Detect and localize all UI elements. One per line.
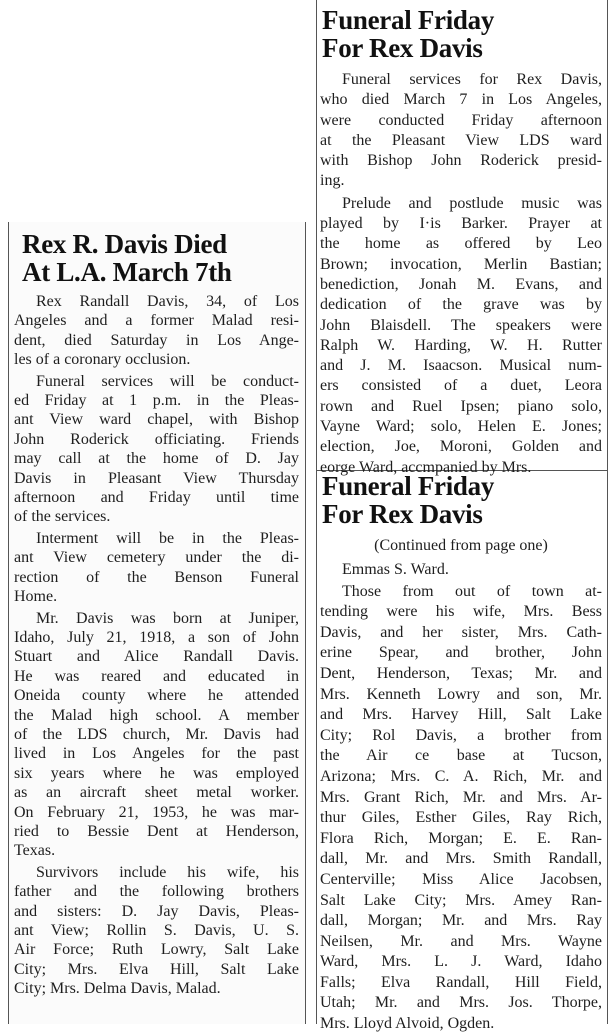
text-line: thur Giles, Esther Giles, Ray Rich, bbox=[320, 809, 602, 827]
text-line: may call at the home of D. Jay bbox=[14, 450, 299, 468]
text-line: ed Friday at 1 p.m. in the Pleas- bbox=[14, 392, 299, 410]
headline-line: At L.A. March 7th bbox=[22, 257, 232, 287]
text-line: Salt Lake City; Mrs. Amey Ran- bbox=[320, 891, 602, 909]
text-line: six years where he was employed bbox=[14, 764, 299, 782]
text-line: the Malad high school. A member bbox=[14, 706, 299, 724]
text-line: erine Spear, and brother, John bbox=[320, 644, 602, 662]
text-line: Those from out of town at- bbox=[342, 582, 602, 600]
text-line: played by I·is Barker. Prayer at bbox=[320, 215, 602, 233]
text-line: rown and Ruel Ipsen; piano solo, bbox=[320, 397, 602, 415]
text-line: dedication of the grave was by bbox=[320, 296, 602, 314]
text-line: He was reared and educated in bbox=[14, 667, 299, 685]
text-line: Home. bbox=[14, 588, 58, 606]
right-bottom-article-body bbox=[320, 560, 602, 1036]
text-line: Utah; Mr. and Mrs. Jos. Thorpe, bbox=[320, 994, 602, 1012]
paragraph bbox=[14, 372, 299, 527]
paragraph bbox=[14, 292, 299, 370]
text-line: Emmas S. Ward. bbox=[342, 561, 449, 578]
headline-line: For Rex Davis bbox=[322, 499, 483, 529]
headline-line: Funeral Friday bbox=[322, 471, 495, 501]
text-line: City; Mrs. Elva Hill, Salt Lake bbox=[14, 960, 299, 978]
text-line: On February 21, 1953, he was mar- bbox=[14, 803, 299, 821]
text-line: ers consisted of a duet, Leora bbox=[320, 377, 602, 395]
text-line: afternoon and Friday until time bbox=[14, 489, 299, 507]
text-line: Vayne Ward; solo, Helen E. Jones; bbox=[320, 418, 602, 436]
headline-line: Rex R. Davis Died bbox=[22, 229, 227, 259]
text-line: les of a coronary occlusion. bbox=[14, 351, 191, 369]
paragraph bbox=[320, 560, 602, 581]
text-line: City; Rol Davis, a brother from bbox=[320, 726, 602, 744]
text-line: Funeral services will be conduct- bbox=[36, 372, 299, 390]
text-line: Arizona; Mrs. C. A. Rich, Mr. and bbox=[320, 767, 602, 785]
text-line: father and the following brothers bbox=[14, 883, 299, 901]
text-line: Survivors include his wife, his bbox=[36, 863, 299, 881]
text-line: City; Mrs. Delma Davis, Malad. bbox=[14, 980, 221, 998]
text-line: at the Pleasant View LDS ward bbox=[320, 131, 602, 149]
text-line: Interment will be in the Pleas- bbox=[36, 529, 299, 547]
text-line: Funeral services for Rex Davis, bbox=[342, 71, 602, 88]
text-line: Dent, Henderson, Texas; Mr. and bbox=[320, 664, 602, 682]
text-line: of the services. bbox=[14, 508, 111, 526]
text-line: Idaho, July 21, 1918, a son of John bbox=[14, 628, 299, 646]
text-line: dent, died Saturday in Los Ange- bbox=[14, 331, 299, 349]
text-line: Davis in Pleasant View Thursday bbox=[14, 469, 299, 487]
text-line: Mrs. Lloyd Alvoid, Ogden. bbox=[320, 1015, 495, 1033]
left-headline bbox=[22, 230, 232, 286]
text-line: Texas. bbox=[14, 842, 56, 860]
paragraph bbox=[320, 70, 602, 192]
text-line: ried to Bessie Dent at Henderson, bbox=[14, 822, 299, 840]
text-line: eorge Ward, accmpanied by Mrs. bbox=[320, 458, 532, 476]
text-line: tending were his wife, Mrs. Bess bbox=[320, 603, 602, 621]
text-line: Oneida county where he attended bbox=[14, 687, 299, 705]
paragraph bbox=[320, 582, 602, 1035]
text-line: Air Force; Ruth Lowry, Salt Lake bbox=[14, 941, 299, 959]
text-line: Neilsen, Mr. and Mrs. Wayne bbox=[320, 932, 602, 950]
right-bottom-headline bbox=[322, 472, 494, 528]
right-clipping-border-right bbox=[607, 0, 608, 1024]
text-line: election, Joe, Moroni, Golden and bbox=[320, 438, 602, 456]
text-line: John Roderick officiating. Friends bbox=[14, 430, 299, 448]
headline-line: Funeral Friday bbox=[322, 5, 495, 35]
text-line: benediction, Jonah M. Evans, and bbox=[320, 275, 602, 293]
text-line: John Blaisdell. The speakers were bbox=[320, 316, 602, 334]
text-line: Flora Rich, Morgan; E. E. Ran- bbox=[320, 829, 602, 847]
text-line: with Bishop John Roderick presid- bbox=[320, 152, 602, 170]
text-line: and J. M. Isaacson. Musical num- bbox=[320, 357, 602, 375]
text-line: Mrs. Kenneth Lowry and son, Mr. bbox=[320, 685, 602, 703]
text-line: dall, Morgan; Mr. and Mrs. Ray bbox=[320, 912, 602, 930]
text-line: lived in Los Angeles for the past bbox=[14, 745, 299, 763]
text-line: the home as offered by Leo bbox=[320, 235, 602, 253]
continued-note: (Continued from page one) bbox=[374, 537, 548, 554]
text-line: Rex Randall Davis, 34, of Los bbox=[36, 293, 299, 310]
text-line: ant View ward chapel, with Bishop bbox=[14, 411, 299, 429]
text-line: the Air ce base at Tucson, bbox=[320, 747, 602, 765]
text-line: rection of the Benson Funeral bbox=[14, 568, 299, 586]
right-top-article-body bbox=[320, 70, 602, 480]
text-line: Falls; Elva Randall, Hill Field, bbox=[320, 973, 602, 991]
paragraph bbox=[320, 194, 602, 478]
paragraph bbox=[14, 529, 299, 607]
text-line: Brown; invocation, Merlin Bastian; bbox=[320, 255, 602, 273]
text-line: Ralph W. Harding, W. H. Rutter bbox=[320, 336, 602, 354]
text-line: Davis, and her sister, Mrs. Cath- bbox=[320, 623, 602, 641]
text-line: Angeles and a former Malad resi- bbox=[14, 312, 299, 330]
paragraph bbox=[14, 609, 299, 861]
text-line: of the LDS church, Mr. Davis had bbox=[14, 725, 299, 743]
text-line: Mrs. Grant Rich, Mr. and Mrs. Ar- bbox=[320, 788, 602, 806]
text-line: as an aircraft sheet metal worker. bbox=[14, 784, 299, 802]
text-line: Prelude and postlude music was bbox=[342, 194, 602, 212]
text-line: were conducted Friday afternoon bbox=[320, 111, 602, 129]
left-clipping-border-right bbox=[305, 222, 306, 1024]
right-top-headline bbox=[322, 6, 494, 62]
text-line: ing. bbox=[320, 172, 345, 190]
text-line: Mr. Davis was born at Juniper, bbox=[36, 609, 299, 627]
text-line: and sisters: D. Jay Davis, Pleas- bbox=[14, 902, 299, 920]
text-line: ant View; Rollin S. Davis, U. S. bbox=[14, 922, 299, 939]
right-clipping-border bbox=[316, 0, 317, 1024]
headline-line: For Rex Davis bbox=[322, 33, 483, 63]
text-line: ant View cemetery under the di- bbox=[14, 549, 299, 567]
text-line: dall, Mr. and Mrs. Smith Randall, bbox=[320, 850, 602, 868]
text-line: Ward, Mrs. L. J. Ward, Idaho bbox=[320, 953, 602, 971]
text-line: who died March 7 in Los Angeles, bbox=[320, 91, 602, 109]
text-line: Centerville; Miss Alice Jacobsen, bbox=[320, 870, 602, 888]
paragraph bbox=[14, 863, 299, 999]
text-line: and Mrs. Harvey Hill, Salt Lake bbox=[320, 706, 602, 724]
left-article-body bbox=[14, 292, 299, 1001]
text-line: Stuart and Alice Randall Davis. bbox=[14, 648, 299, 666]
left-clipping-border bbox=[8, 222, 9, 1024]
